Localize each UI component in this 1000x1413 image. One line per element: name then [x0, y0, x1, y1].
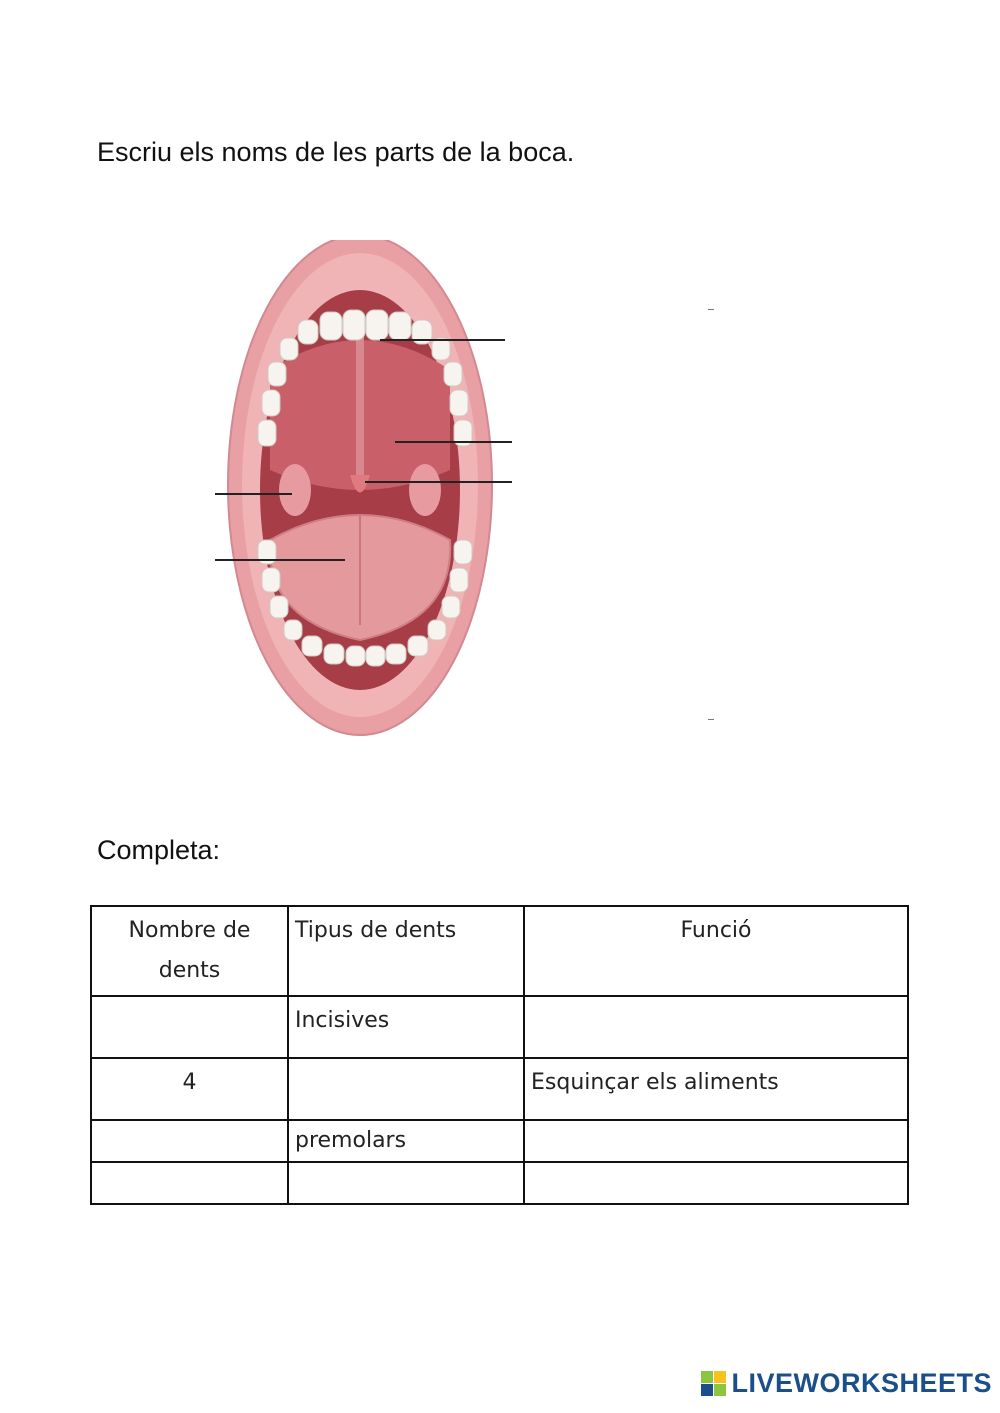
cell-function[interactable] — [524, 996, 908, 1058]
tick-mark — [708, 719, 714, 720]
table-row — [91, 1058, 908, 1120]
cell-type[interactable] — [288, 1162, 524, 1204]
header-type: Tipus de dents — [288, 906, 524, 996]
cell-count[interactable] — [91, 996, 288, 1058]
cell-type: premolars — [288, 1120, 524, 1162]
cell-function[interactable] — [524, 1120, 908, 1162]
cell-count: 4 — [91, 1058, 288, 1120]
table-row — [91, 1162, 908, 1204]
table-row — [91, 996, 908, 1058]
cell-count[interactable] — [91, 1162, 288, 1204]
cell-type: Incisives — [288, 996, 524, 1058]
header-function: Funció — [524, 906, 908, 996]
table-header-row — [91, 906, 908, 996]
cell-function[interactable] — [524, 1162, 908, 1204]
instruction-text: Escriu els noms de les parts de la boca. — [97, 137, 575, 167]
cell-type[interactable] — [288, 1058, 524, 1120]
brand-name: LIVEWORKSHEETS — [731, 1368, 992, 1398]
table-row — [91, 1120, 908, 1162]
brand-footer — [701, 1368, 992, 1399]
cell-function: Esquinçar els aliments — [524, 1058, 908, 1120]
cell-count[interactable] — [91, 1120, 288, 1162]
tonsil-left — [279, 464, 311, 516]
tick-mark — [708, 309, 714, 310]
liveworksheets-logo-icon — [701, 1371, 727, 1397]
mouth-anatomy-image — [200, 240, 530, 750]
header-count: Nombre de dents — [91, 906, 288, 996]
teeth-table — [90, 905, 909, 1205]
tonsil-right — [409, 464, 441, 516]
complete-label: Completa: — [97, 835, 221, 865]
